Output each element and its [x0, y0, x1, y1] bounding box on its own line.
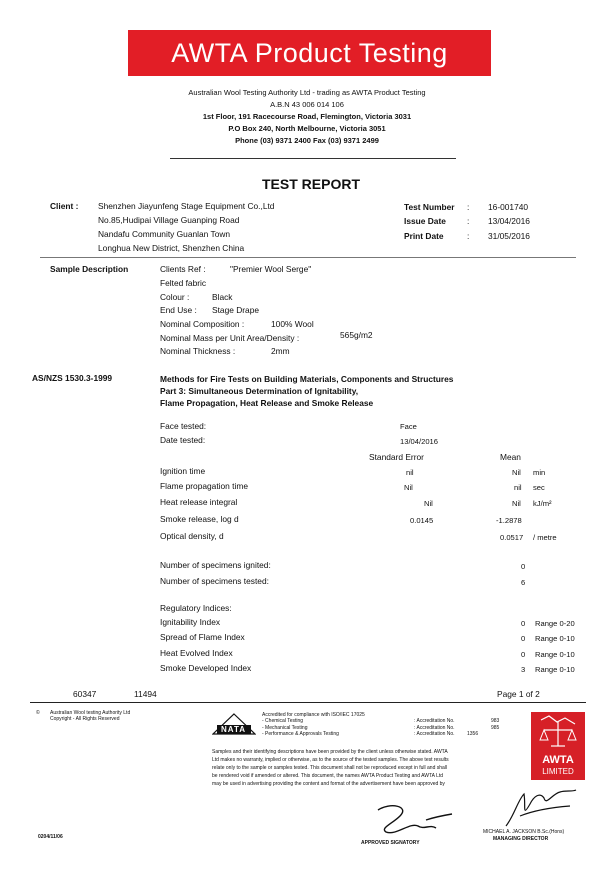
footer-code-1: 60347 [73, 689, 97, 699]
face-tested-label: Face tested: [160, 421, 207, 431]
section-divider [40, 257, 576, 258]
accreditation-type: - Performance & Approvals Testing [262, 731, 339, 737]
accreditation-type: - Mechanical Testing [262, 725, 308, 731]
result-label: Flame propagation time [160, 481, 248, 491]
face-tested: Face [400, 422, 417, 431]
header-abn: A.B.N 43 006 014 106 [270, 100, 344, 109]
index-range: Range 0-10 [535, 665, 575, 674]
date-tested-label: Date tested: [160, 435, 206, 445]
result-se: Nil [424, 499, 433, 508]
composition: 100% Wool [271, 319, 314, 329]
index-value: 0 [521, 634, 526, 643]
composition-label: Nominal Composition : [160, 319, 245, 329]
accreditation-no-label: : Accreditation No. [414, 725, 455, 731]
approved-signatory: APPROVED SIGNATORY [361, 840, 420, 846]
nata-logo [212, 713, 256, 735]
logo-awta-text: AWTA [542, 754, 574, 766]
mass: 565g/m2 [340, 330, 373, 340]
approved-signature [370, 800, 460, 840]
result-se: Nil [404, 483, 413, 492]
result-unit: min [533, 468, 546, 477]
index-value: 0 [521, 619, 526, 628]
specimens-tested-label: Number of specimens tested: [160, 576, 269, 586]
copyright-1: Australian Wool testing Authority Ltd [50, 710, 131, 716]
accreditation-no: 983 [491, 718, 500, 724]
specimens-ignited: 0 [521, 562, 526, 571]
standard-code: AS/NZS 1530.3-1999 [32, 373, 113, 383]
banner-title: AWTA Product Testing [171, 37, 448, 68]
print-date-label: Print Date [404, 231, 444, 241]
client-label: Client : [50, 201, 79, 211]
index-range: Range 0-10 [535, 650, 575, 659]
index-value: 3 [521, 665, 526, 674]
issue-date-label: Issue Date [404, 216, 446, 226]
header-divider [170, 158, 456, 159]
index-range: Range 0-10 [535, 634, 575, 643]
footer-divider [30, 702, 586, 703]
felted-fabric: Felted fabric [160, 278, 207, 288]
result-se: 0.0145 [410, 516, 434, 525]
report-title: TEST REPORT [262, 176, 361, 192]
scales-icon [531, 714, 585, 754]
meta-sep: : [467, 231, 470, 241]
footer-code-2: 11494 [134, 689, 157, 699]
thickness: 2mm [271, 346, 290, 356]
thickness-label: Nominal Thickness : [160, 346, 236, 356]
client-line: Nandafu Community Guanlan Town [98, 229, 231, 239]
test-number: 16-001740 [488, 202, 529, 212]
clients-ref-label: Clients Ref : [160, 264, 206, 274]
client-line: No.85,Hudipai Village Guanping Road [98, 215, 240, 225]
result-unit: / metre [533, 533, 557, 542]
disclaimer-line: Ltd makes no warranty, implied or otherwise, as to the source of the tested samples. The above test results [212, 757, 449, 763]
director-name: MICHAEL A. JACKSON B.Sc.(Hons) [483, 829, 565, 835]
result-label: Heat release integral [160, 497, 238, 507]
result-label: Optical density, d [160, 531, 224, 541]
result-unit: sec [533, 483, 545, 492]
accreditation-no-label: : Accreditation No. [414, 718, 455, 724]
company-banner [128, 30, 491, 76]
result-mean: Nil [512, 468, 521, 477]
header-phone: Phone (03) 9371 2400 Fax (03) 9371 2499 [235, 136, 379, 145]
accreditation-no-label: : Accreditation No. [414, 731, 455, 737]
copyright-2: Copyright - All Rights Reserved [50, 716, 120, 722]
result-mean: nil [514, 483, 522, 492]
disclaimer-line: may be used in advertising providing the content and format of the advertisement have been approved by [212, 781, 445, 787]
logo-limited-text: LIMITED [542, 767, 574, 776]
header-address: 1st Floor, 191 Racecourse Road, Flemington, Victoria 3031 [202, 112, 412, 121]
colour-label: Colour : [160, 292, 190, 302]
header-line-1: Australian Wool Testing Authority Ltd - trading as AWTA Product Testing [188, 88, 426, 97]
result-label: Smoke release, log d [160, 514, 239, 524]
standard-title: Methods for Fire Tests on Building Materials, Components and Structures [160, 374, 454, 384]
colour: Black [212, 292, 233, 302]
result-label: Ignition time [160, 466, 206, 476]
print-date: 31/05/2016 [488, 231, 530, 241]
regulatory-label: Regulatory Indices: [160, 603, 232, 613]
client-line: Longhua New District, Shenzhen China [98, 243, 245, 253]
nata-text: NATA [221, 725, 247, 734]
standard-part: Part 3: Simultaneous Determination of Ignitability, [160, 386, 359, 396]
disclaimer-line: Samples and their identifying descriptions have been provided by the client unless otherwise stated. AWTA [212, 749, 448, 755]
accreditation-no: 985 [491, 725, 500, 731]
awta-limited-logo [531, 712, 585, 780]
meta-sep: : [467, 202, 470, 212]
result-se: nil [406, 468, 414, 477]
result-mean: Nil [512, 499, 521, 508]
director-signature [500, 786, 580, 831]
index-range: Range 0-20 [535, 619, 575, 628]
director-title: MANAGING DIRECTOR [493, 836, 549, 842]
specimens-tested: 6 [521, 578, 526, 587]
col-standard-error: Standard Error [369, 452, 424, 462]
mass-label: Nominal Mass per Unit Area/Density : [160, 333, 300, 343]
copyright-symbol: © [36, 710, 40, 716]
sample-label: Sample Description [50, 264, 129, 274]
index-label: Spread of Flame Index [160, 632, 245, 642]
index-value: 0 [521, 650, 526, 659]
form-code: 0204/11/06 [38, 834, 63, 840]
index-label: Smoke Developed Index [160, 663, 252, 673]
result-mean: -1.2878 [496, 516, 522, 525]
end-use: Stage Drape [212, 305, 260, 315]
clients-ref: "Premier Wool Serge" [230, 264, 312, 274]
result-mean: 0.0517 [500, 533, 524, 542]
result-unit: kJ/m² [533, 499, 552, 508]
accredited-line: Accredited for compliance with ISO/IEC 17025 [262, 712, 365, 718]
accreditation-no: 1356 [467, 731, 479, 737]
index-label: Ignitability Index [160, 617, 221, 627]
col-mean: Mean [500, 452, 521, 462]
header-po-box: P.O Box 240, North Melbourne, Victoria 3051 [228, 124, 386, 133]
date-tested: 13/04/2016 [400, 437, 439, 446]
end-use-label: End Use : [160, 305, 197, 315]
standard-part: Flame Propagation, Heat Release and Smoke Release [160, 398, 374, 408]
specimens-ignited-label: Number of specimens ignited: [160, 560, 271, 570]
meta-sep: : [467, 216, 470, 226]
client-line: Shenzhen Jiayunfeng Stage Equipment Co.,Ltd [98, 201, 275, 211]
disclaimer-line: relate only to the sample or samples tested. This document shall not be reproduced except in full and shall [212, 765, 448, 771]
test-number-label: Test Number [404, 202, 455, 212]
disclaimer-line: be rendered void if amended or altered. This document, the names AWTA Product Testing and AWTA Ltd [212, 773, 444, 779]
accreditation-type: - Chemical Testing [262, 718, 304, 724]
page-number: Page 1 of 2 [497, 689, 540, 699]
index-label: Heat Evolved Index [160, 648, 233, 658]
issue-date: 13/04/2016 [488, 216, 530, 226]
